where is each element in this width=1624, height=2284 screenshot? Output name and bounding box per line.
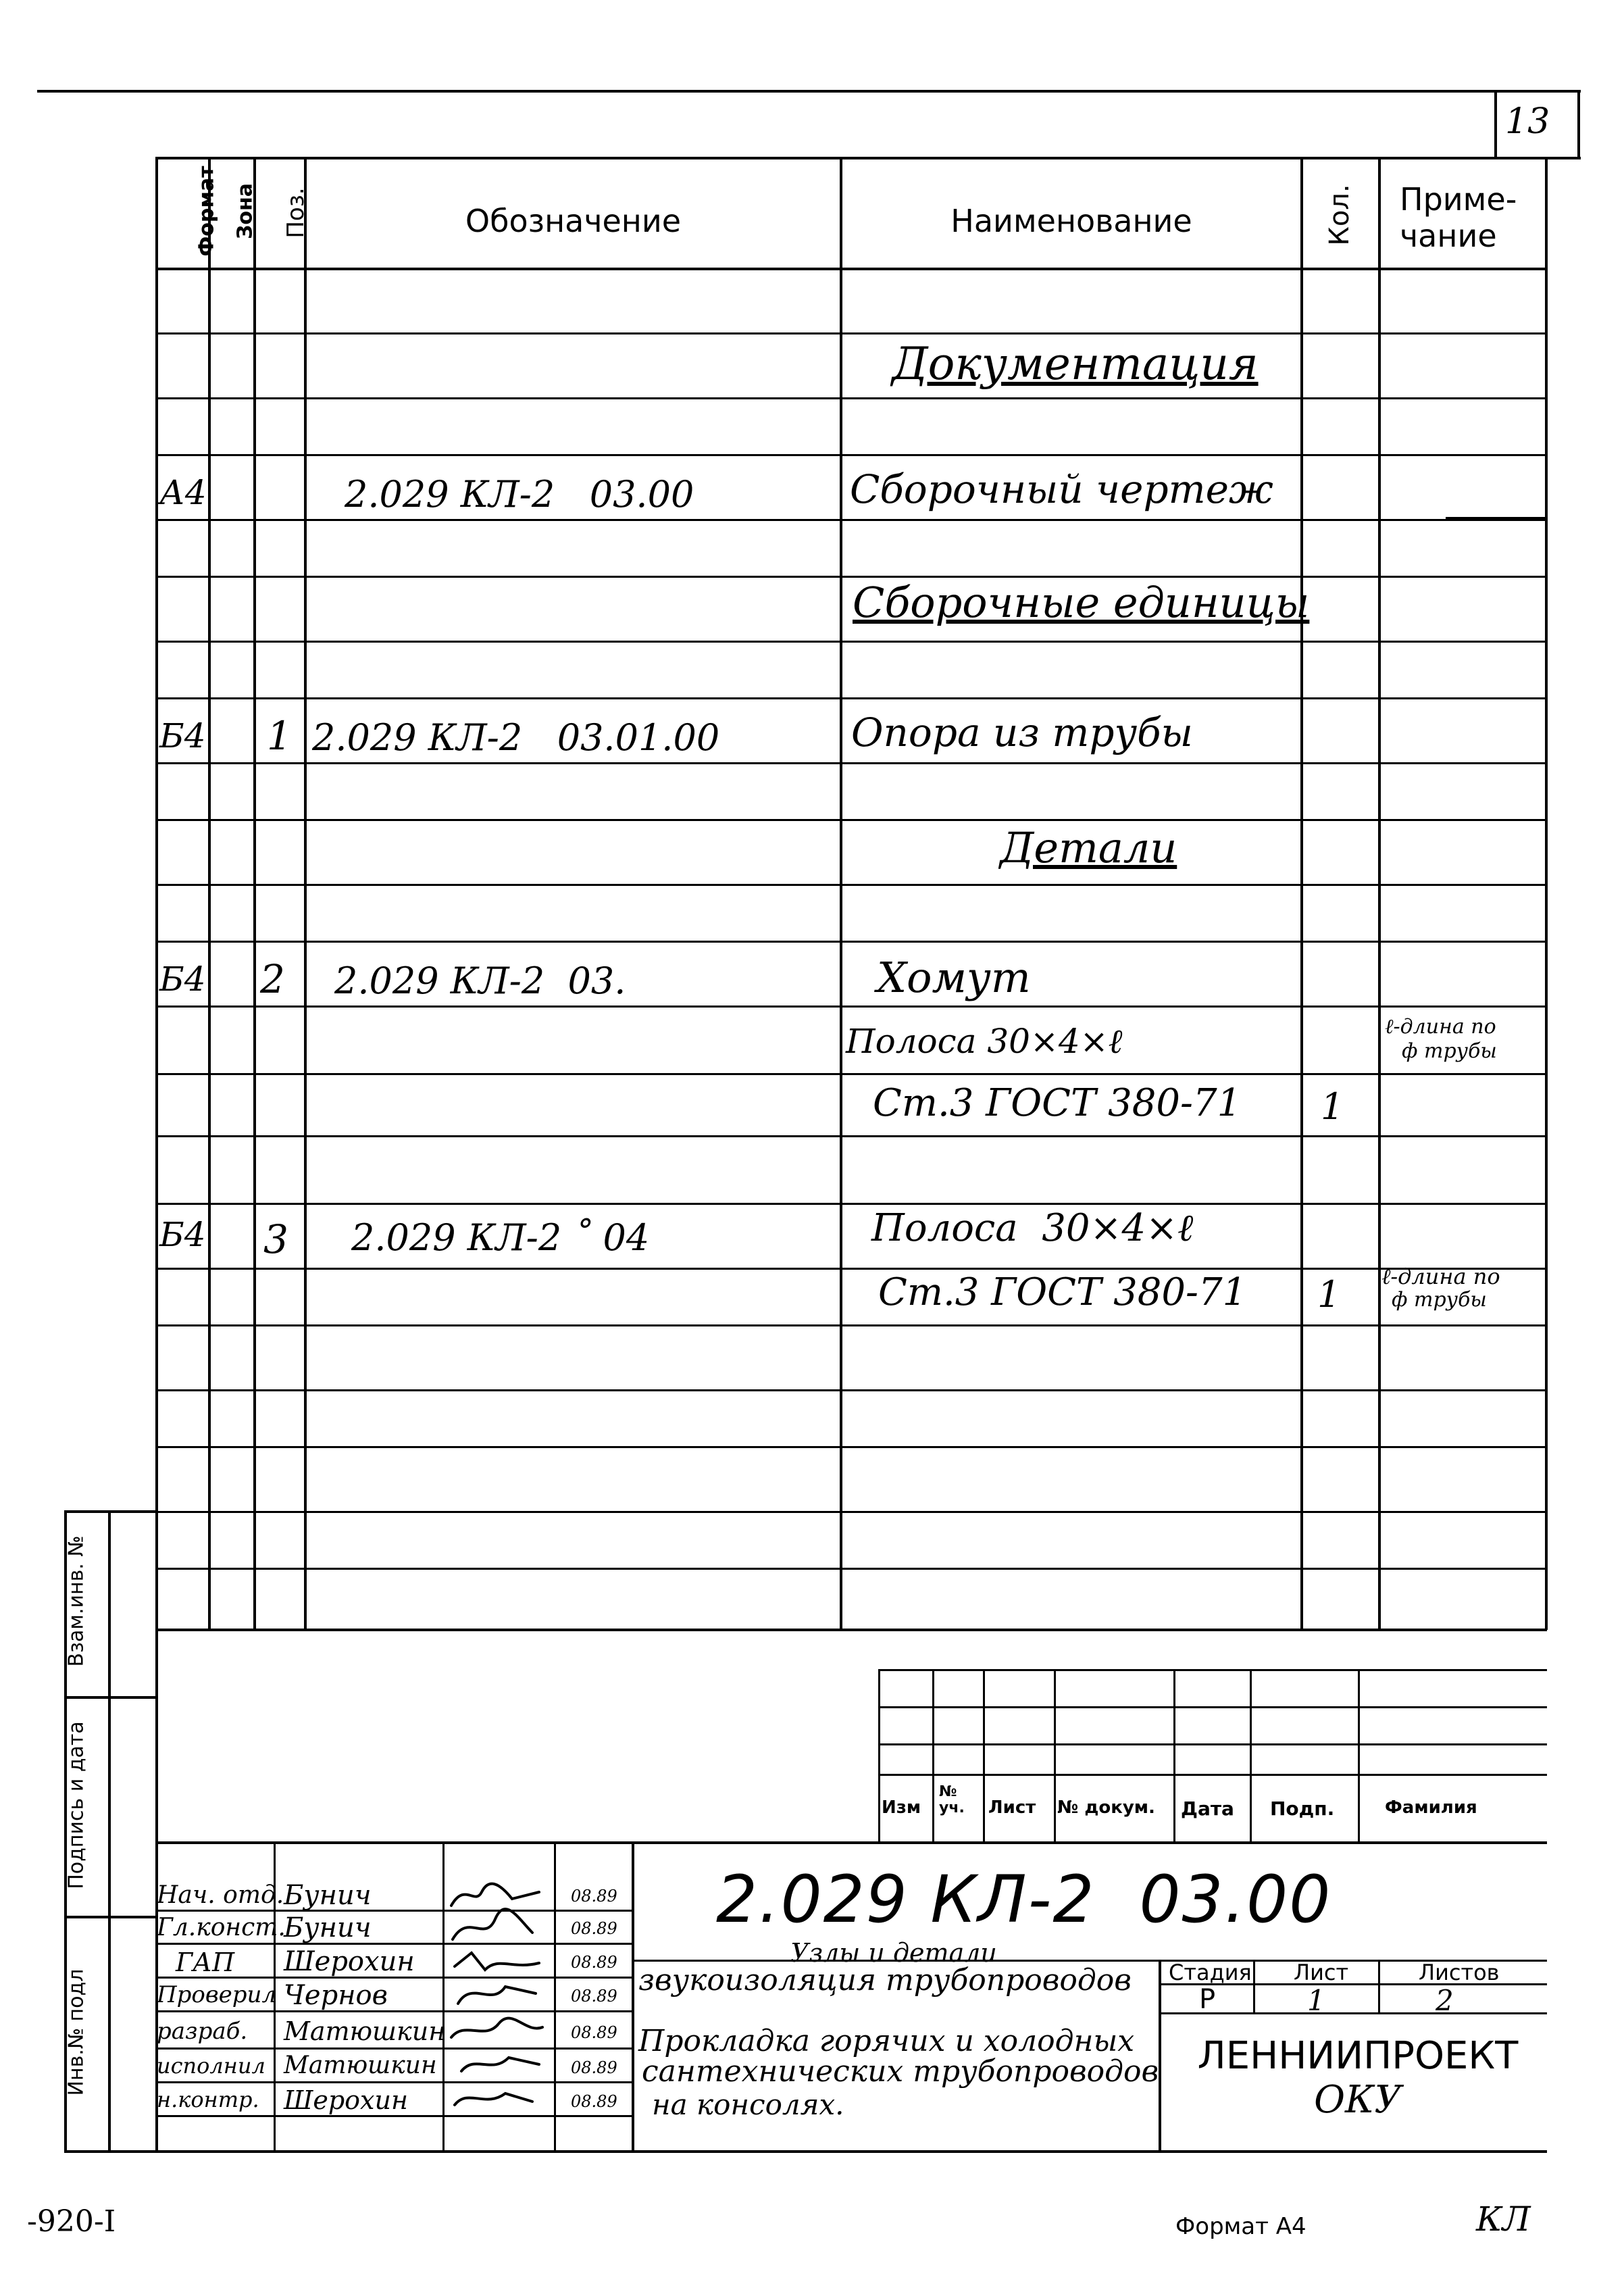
sheets-label: Листов — [1419, 1960, 1500, 1985]
table-bottom-border — [155, 1629, 1547, 1631]
table-left-border — [155, 157, 158, 1630]
row-line — [155, 1006, 1547, 1008]
person-name: Матюшкин — [284, 2016, 446, 2046]
people-row — [155, 2047, 634, 2050]
revision-col — [983, 1669, 985, 1841]
row2-pos: 1 — [267, 713, 292, 759]
row2-designation: 2.029 КЛ-2 03.01.00 — [312, 716, 720, 759]
code-bottom-line — [632, 1960, 1547, 1962]
person-role: исполнил — [157, 2053, 265, 2079]
row4-note-2: ф трубы — [1392, 1288, 1487, 1312]
title-line-1: Узлы и детали — [790, 1938, 997, 1968]
row-line — [155, 397, 1547, 399]
footer-code: КЛ — [1476, 2200, 1531, 2239]
section-assemblies: Сборочные единицы — [853, 578, 1310, 627]
person-name: Бунич — [284, 1912, 372, 1943]
row-line — [155, 576, 1547, 578]
row-line — [155, 1446, 1547, 1448]
row3-note-2: ф трубы — [1402, 1039, 1497, 1063]
rev-col-date: Дата — [1181, 1797, 1234, 1820]
person-date: 08.89 — [571, 1987, 617, 2006]
person-role: Нач. отд. — [157, 1881, 284, 1909]
stage-row — [1159, 2012, 1547, 2014]
people-row — [155, 1910, 634, 1912]
row-line — [155, 1324, 1547, 1326]
people-row — [155, 2115, 634, 2117]
people-row — [155, 2010, 634, 2012]
row-line — [155, 884, 1547, 886]
side-inv-orig: Инв.№ подл — [64, 1968, 88, 2096]
sheet-value: 1 — [1307, 1984, 1325, 2017]
row3-name-line2: Полоса 30×4×ℓ — [846, 1022, 1123, 1061]
row1-format: А4 — [159, 473, 207, 512]
title-line-2: звукоизоляция трубопроводов — [638, 1963, 1132, 1997]
row-line — [155, 1389, 1547, 1391]
row3-qty: 1 — [1321, 1085, 1344, 1128]
rev-col-podp: Подп. — [1270, 1797, 1335, 1820]
col-sep-name — [1300, 157, 1303, 1630]
row4-name: Полоса 30×4×ℓ — [871, 1206, 1194, 1250]
revision-col — [932, 1669, 934, 1841]
row-line — [155, 1268, 1547, 1270]
footer-format: Формат А4 — [1175, 2213, 1306, 2240]
side-stamp-mid — [108, 1510, 111, 2152]
row-line — [155, 332, 1547, 334]
row-line — [155, 641, 1547, 643]
row1-designation: 2.029 КЛ-2 03.00 — [345, 473, 694, 516]
people-col — [632, 1841, 634, 2152]
header-note-1: Приме- — [1400, 181, 1517, 218]
person-date: 08.89 — [571, 1887, 617, 1906]
row-line — [155, 819, 1547, 821]
header-format: Формат — [195, 166, 219, 257]
drawing-code: 2.029 КЛ-2 03.00 — [716, 1862, 1332, 1937]
person-role: ГАП — [176, 1947, 235, 1977]
people-row — [155, 2081, 634, 2083]
organization-dept: ОКУ — [1314, 2078, 1402, 2122]
title-line-4: сантехнических трубопроводов — [642, 2054, 1159, 2089]
section-documentation: Документация — [892, 338, 1259, 390]
header-zone: Зона — [233, 183, 257, 239]
person-role: разраб. — [157, 2018, 248, 2045]
col-sep-zone — [253, 157, 256, 1630]
col-sep-pos — [304, 157, 307, 1630]
row-line — [155, 1568, 1547, 1570]
header-designation: Обозначение — [465, 203, 682, 239]
stage-col — [1159, 1960, 1161, 2152]
revision-col — [878, 1669, 880, 1841]
organization-name: ЛЕННИИПРОЕКТ — [1197, 2034, 1519, 2078]
col-sep-designation — [840, 157, 842, 1630]
side-vzam-inv: Взам.инв. № — [64, 1535, 88, 1667]
row-line — [155, 1135, 1547, 1137]
rev-col-list: Лист — [988, 1797, 1036, 1818]
stage-col — [1378, 1960, 1380, 2014]
row-line — [155, 1511, 1547, 1513]
title-line-5: на консолях. — [652, 2088, 844, 2121]
row1-name: Сборочный чертеж — [850, 466, 1273, 512]
row3-designation: 2.029 КЛ-2 03. — [334, 960, 626, 1002]
title-line-3: Прокладка горячих и холодных — [638, 2024, 1135, 2058]
row1-note-line — [1446, 517, 1547, 519]
revision-top — [878, 1669, 1547, 1671]
sheet-number-box-left — [1494, 91, 1497, 157]
row4-name-line2: Ст.3 ГОСТ 380-71 — [878, 1270, 1247, 1314]
col-sep-qty — [1378, 157, 1381, 1630]
people-col — [554, 1841, 556, 2152]
revision-col — [1358, 1669, 1360, 1841]
row-line — [155, 697, 1547, 699]
row4-note-1: ℓ-длина по — [1381, 1264, 1500, 1289]
row-line — [155, 941, 1547, 943]
person-date: 08.89 — [571, 2092, 617, 2111]
person-date: 08.89 — [571, 1953, 617, 1972]
header-qty: Кол. — [1324, 184, 1355, 246]
top-border-line — [37, 90, 1581, 93]
row3-note-1: ℓ-длина по — [1385, 1015, 1496, 1039]
row3-name: Хомут — [877, 953, 1031, 1002]
revision-row — [878, 1706, 1547, 1708]
rev-col-ndoc: № докум. — [1057, 1797, 1155, 1818]
person-name: Чернов — [284, 1980, 388, 2011]
person-date: 08.89 — [571, 2023, 617, 2042]
footer-series: -920-I — [27, 2204, 116, 2239]
person-name: Бунич — [284, 1880, 372, 1911]
row3-format: Б4 — [159, 960, 206, 999]
person-name: Матюшкин — [284, 2052, 437, 2079]
row-line — [155, 1073, 1547, 1075]
sheet-number: 13 — [1505, 101, 1550, 142]
revision-col — [1054, 1669, 1056, 1841]
section-parts: Детали — [1000, 823, 1177, 872]
revision-col — [1250, 1669, 1252, 1841]
row4-designation: 2.029 КЛ-2 ˚ 04 — [351, 1216, 650, 1259]
row4-qty: 1 — [1317, 1273, 1341, 1316]
stage-col — [1253, 1960, 1255, 2014]
row-line — [155, 1203, 1547, 1205]
header-pos: Поз. — [282, 187, 309, 239]
person-name: Шерохин — [284, 2085, 408, 2115]
people-row — [155, 1943, 634, 1945]
signatures-image — [445, 1879, 553, 2149]
person-role: Проверил — [157, 1981, 277, 2008]
row2-name: Опора из трубы — [851, 710, 1193, 755]
sheets-value: 2 — [1436, 1984, 1454, 2017]
row4-pos: 3 — [263, 1216, 288, 1262]
row4-format: Б4 — [159, 1215, 206, 1254]
stage-label: Стадия — [1169, 1960, 1252, 1985]
revision-row — [878, 1774, 1547, 1776]
side-signature-date: Подпись и дата — [64, 1721, 88, 1889]
table-right-border — [1545, 157, 1548, 1630]
col-sep-format — [208, 157, 211, 1630]
rev-col-fam: Фамилия — [1385, 1797, 1477, 1818]
title-block-top — [155, 1841, 1547, 1844]
row-line — [155, 762, 1547, 764]
sheet-number-box-right — [1577, 91, 1580, 157]
header-note-2: чание — [1400, 218, 1497, 254]
row-line — [155, 519, 1547, 521]
person-date: 08.89 — [571, 1919, 617, 1938]
rev-col-nuch: № уч. — [939, 1783, 965, 1816]
row3-name-line3: Ст.3 ГОСТ 380-71 — [873, 1081, 1242, 1125]
revision-row — [878, 1743, 1547, 1745]
row-line — [155, 454, 1547, 456]
rev-col-izm: Изм — [882, 1797, 921, 1818]
stage-value: Р — [1199, 1984, 1216, 2015]
row3-pos: 2 — [260, 956, 285, 1002]
sheet-label: Лист — [1294, 1960, 1349, 1985]
revision-col — [1173, 1669, 1175, 1841]
row2-format: Б4 — [159, 716, 206, 755]
side-stamp-bottom — [64, 2150, 1547, 2153]
header-name: Наименование — [950, 203, 1192, 239]
side-stamp-sep2 — [64, 1916, 157, 1918]
person-role: Гл.конст. — [157, 1914, 286, 1941]
person-name: Шерохин — [284, 1946, 415, 1977]
table-top-border — [155, 157, 1581, 159]
person-date: 08.89 — [571, 2058, 617, 2077]
person-role: н.контр. — [157, 2087, 259, 2112]
